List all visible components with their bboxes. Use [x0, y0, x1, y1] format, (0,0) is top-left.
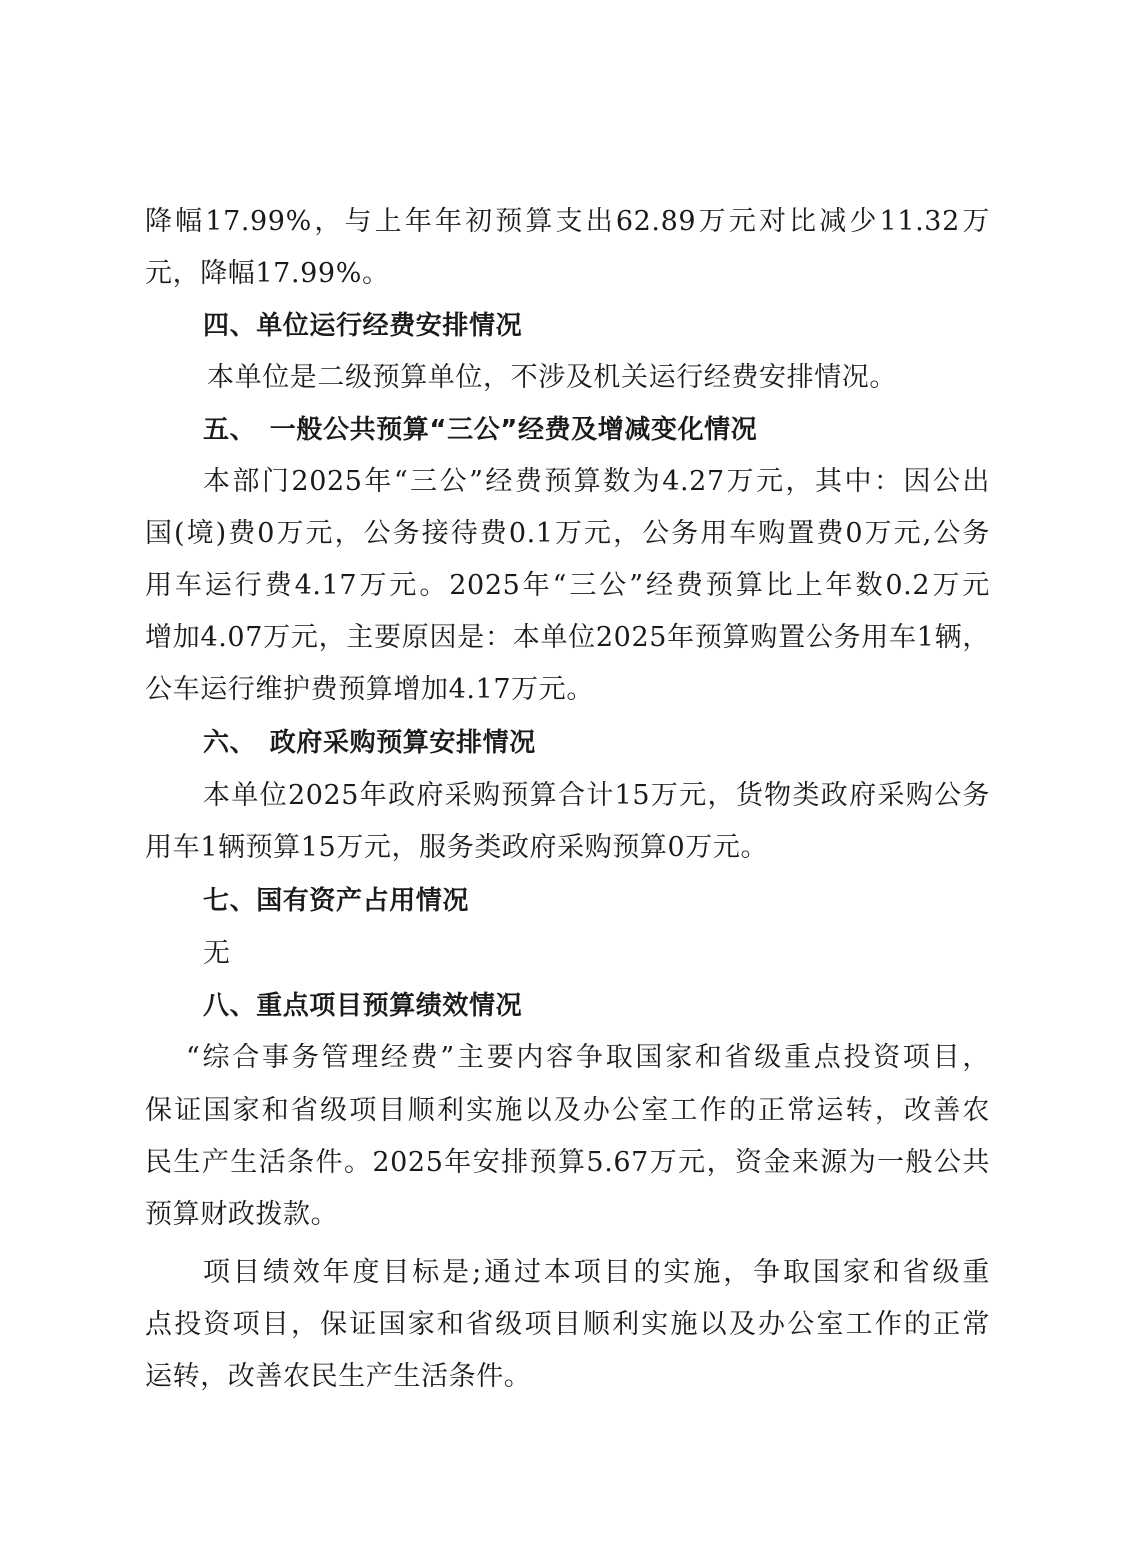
body-line: 民生产生活条件。2025年安排预算5.67万元，资金来源为一般公共	[145, 1147, 990, 1178]
body-line: 降幅17.99%，与上年年初预算支出62.89万元对比减少11.32万	[145, 206, 990, 237]
body-line: 增加4.07万元，主要原因是：本单位2025年预算购置公务用车1辆，	[145, 622, 990, 653]
body-line: 无	[203, 938, 231, 969]
section-heading-6: 六、 政府采购预算安排情况	[203, 728, 536, 758]
body-line: 公车运行维护费预算增加4.17万元。	[145, 674, 594, 705]
body-line: 预算财政拨款。	[145, 1199, 339, 1230]
section-heading-5: 五、 一般公共预算“三公”经费及增减变化情况	[203, 415, 758, 445]
body-line: 运转，改善农民生产生活条件。	[145, 1361, 532, 1392]
body-line: “综合事务管理经费”主要内容争取国家和省级重点投资项目，	[186, 1042, 990, 1073]
body-line: 用车1辆预算15万元，服务类政府采购预算0万元。	[145, 832, 769, 863]
body-line: 本部门2025年“三公”经费预算数为4.27万元，其中：因公出	[203, 466, 990, 497]
body-line: 点投资项目，保证国家和省级项目顺利实施以及办公室工作的正常	[145, 1309, 990, 1340]
section-heading-8: 八、重点项目预算绩效情况	[203, 991, 523, 1021]
body-line: 保证国家和省级项目顺利实施以及办公室工作的正常运转，改善农	[145, 1095, 990, 1126]
body-line: 本单位是二级预算单位，不涉及机关运行经费安排情况。	[207, 362, 897, 393]
section-heading-7: 七、国有资产占用情况	[203, 886, 470, 916]
body-line: 国(境)费0万元，公务接待费0.1万元，公务用车购置费0万元,公务	[145, 518, 990, 549]
body-line: 本单位2025年政府采购预算合计15万元，货物类政府采购公务	[203, 780, 990, 811]
body-line: 项目绩效年度目标是;通过本项目的实施，争取国家和省级重	[203, 1257, 990, 1288]
body-line: 用车运行费4.17万元。2025年“三公”经费预算比上年数0.2万元	[145, 570, 990, 601]
body-line: 元，降幅17.99%。	[145, 258, 390, 289]
section-heading-4: 四、单位运行经费安排情况	[203, 311, 523, 341]
